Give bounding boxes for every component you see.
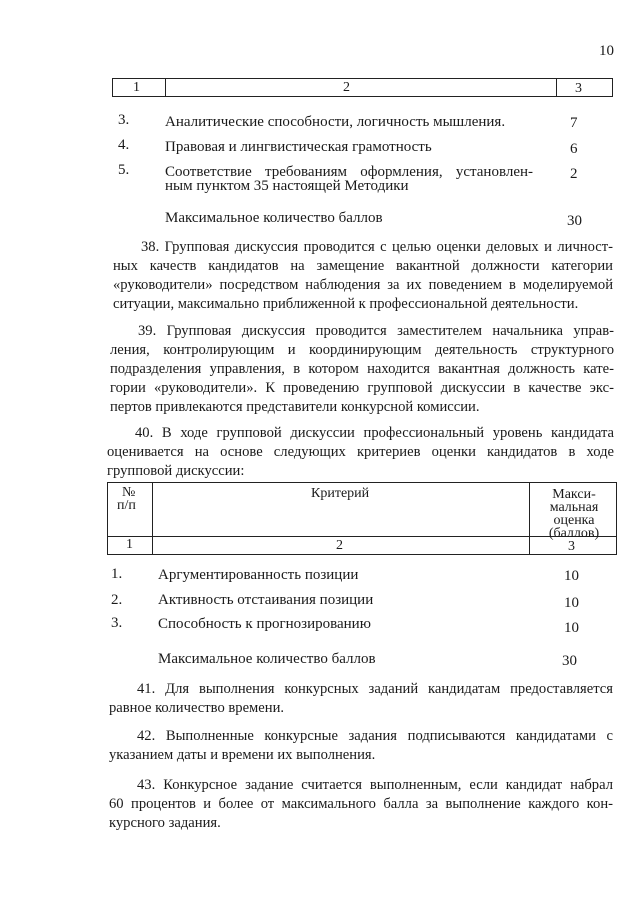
- criteria-total-value: 30: [562, 653, 577, 669]
- table1-header-row: [112, 78, 613, 97]
- paragraph-38: 38. Групповая дискуссия проводится с целью оценки деловых и личност- ных качеств кандидатов на замещение вакантной должности категории «руководители» посредством наблюдения за их поведением в моделируемой ситуации, максимально приближенной к профессиональной деятельности.: [113, 239, 613, 312]
- criteria-row-text: Аргументированность позиции: [158, 567, 359, 583]
- criteria-row-text: Способность к прогнозированию: [158, 616, 371, 632]
- criteria-total-label: Максимальное количество баллов: [158, 651, 376, 667]
- paragraph-41: 41. Для выполнения конкурсных заданий кандидатам предоставляется равное количество времени.: [109, 681, 613, 716]
- paragraph-42: 42. Выполненные конкурсные задания подписываются кандидатами с указанием даты и времени их выполнения.: [109, 728, 613, 763]
- criteria-col-index-3: 3: [568, 539, 575, 554]
- criteria-row-score: 10: [564, 568, 579, 584]
- criteria-row-text: Активность отстаивания позиции: [158, 592, 374, 608]
- criteria-row-num: 3.: [111, 615, 123, 631]
- criteria-row-score: 10: [564, 620, 579, 636]
- table1-row-text: Соответствие требованиям оформления, установлен-: [165, 164, 533, 180]
- criteria-col-criterion-header: Критерий: [311, 486, 370, 501]
- criteria-col-index-2: 2: [336, 538, 343, 553]
- criteria-col-score-header: Макси- мальная оценка (баллов): [548, 487, 600, 541]
- paragraph-43: 43. Конкурсное задание считается выполненным, если кандидат набрал 60 процентов и более от максимального балла за выполнение каждого кон- курсного задания.: [109, 777, 613, 831]
- criteria-row-score: 10: [564, 595, 579, 611]
- criteria-table-header: [107, 482, 617, 555]
- table1-header-col3: 3: [575, 81, 582, 96]
- table1-row-text: Правовая и лингвистическая грамотность: [165, 139, 432, 155]
- criteria-col-index-1: 1: [126, 537, 133, 552]
- criteria-row-num: 1.: [111, 566, 123, 582]
- paragraph-39: 39. Групповая дискуссия проводится заместителем начальника управ- ления, контролирующим и координирующим деятельность структурного подразделения управления, в котором находится вакантная должность кате- гории «руководители». К проведению групповой дискуссии в качестве экс- пертов привлекаются представители конкурсной комиссии.: [110, 323, 614, 415]
- criteria-col-number-header: №: [122, 485, 136, 500]
- table1-header-col1: 1: [133, 80, 140, 95]
- table1-row-num: 5.: [118, 162, 130, 178]
- criteria-row-num: 2.: [111, 592, 123, 608]
- table1-row-score: 2: [570, 166, 578, 182]
- table1-total-value: 30: [567, 213, 582, 229]
- table1-row-num: 3.: [118, 112, 130, 128]
- table1-row-text-cont: ным пунктом 35 настоящей Методики: [165, 178, 409, 194]
- table1-row-score: 7: [570, 115, 578, 131]
- table1-row-score: 6: [570, 141, 578, 157]
- table1-row-num: 4.: [118, 137, 130, 153]
- table1-total-label: Максимальное количество баллов: [165, 210, 383, 226]
- table1-header-col2: 2: [343, 80, 350, 95]
- criteria-col-number-header-2: п/п: [117, 498, 136, 513]
- page-number: 10: [599, 43, 614, 59]
- table1-row-text: Аналитические способности, логичность мышления.: [165, 114, 506, 130]
- paragraph-40: 40. В ходе групповой дискуссии профессиональный уровень кандидата оценивается на основе следующих критериев оценки кандидатов в ходе групповой дискуссии:: [107, 425, 614, 479]
